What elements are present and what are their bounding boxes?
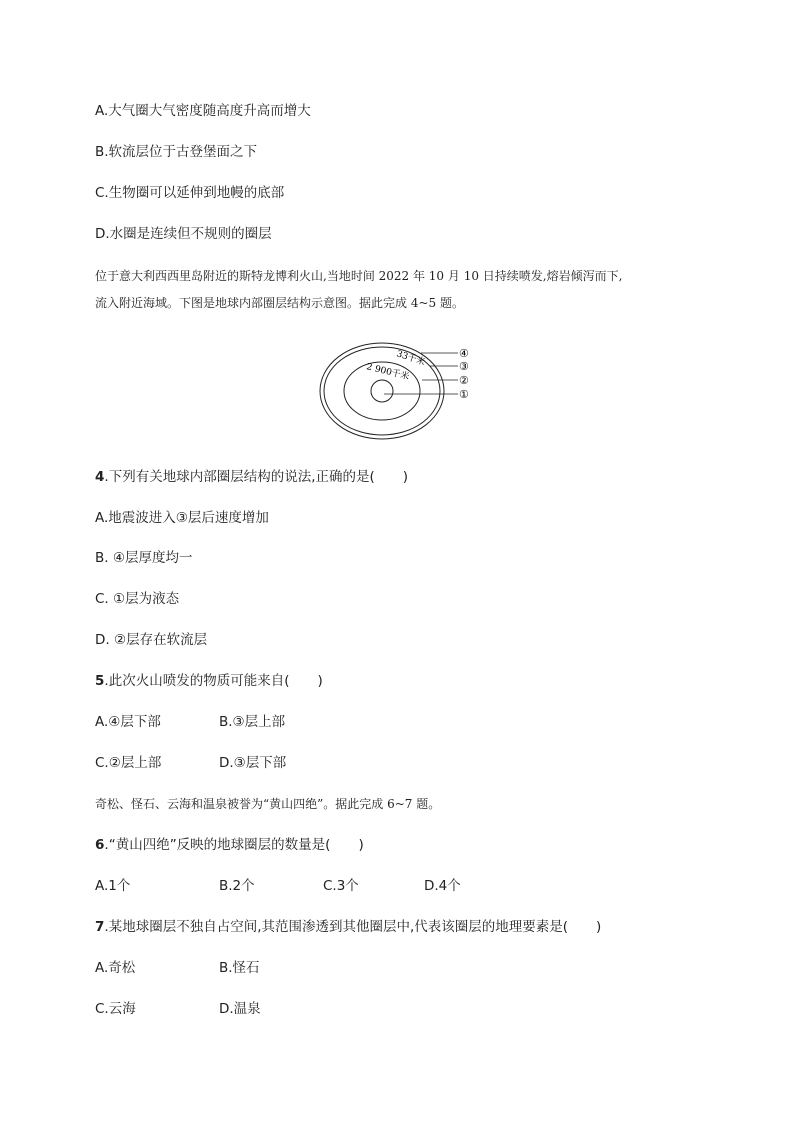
q4-option-a: A.地震波进入③层后速度增加 [95, 510, 269, 526]
question-6-stem [95, 836, 364, 854]
q5-option-d: D.③层下部 [219, 755, 287, 771]
q6-option-a: A.1个 [95, 878, 131, 894]
marker-1: ① [459, 388, 469, 401]
question-4-number: 4 [95, 469, 105, 485]
q4-option-c: C. ①层为液态 [95, 591, 180, 607]
question-6-close: ) [358, 837, 364, 853]
q7-option-a: A.奇松 [95, 960, 136, 976]
option-d-prev: D.水圈是连续但不规则的圈层 [95, 226, 272, 242]
option-a-prev: A.大气圈大气密度随高度升高而增大 [95, 103, 311, 119]
marker-4: ④ [459, 347, 469, 360]
q7-option-d: D.温泉 [219, 1001, 261, 1017]
passage1-line2: 流入附近海域。下图是地球内部圈层结构示意图。据此完成 4~5 题。 [95, 296, 464, 310]
question-6-text: .“黄山四绝”反映的地球圈层的数量是( [104, 837, 331, 853]
option-c-prev: C.生物圈可以延伸到地幔的底部 [95, 185, 285, 201]
label-33km: 33千米 [395, 349, 427, 368]
marker-3: ③ [459, 360, 469, 373]
question-5-stem [95, 672, 323, 690]
option-b-prev: B.软流层位于古登堡面之下 [95, 144, 258, 160]
earth-layers-diagram [318, 336, 488, 442]
question-7-stem [95, 918, 601, 936]
marker-2: ② [459, 374, 469, 387]
question-7-number: 7 [95, 919, 105, 935]
question-7-text: .某地球圈层不独自占空间,其范围渗透到其他圈层中,代表该圈层的地理要素是( [104, 919, 569, 935]
q7-option-c: C.云海 [95, 1001, 136, 1017]
q4-option-d: D. ②层存在软流层 [95, 632, 208, 648]
question-6-number: 6 [95, 837, 105, 853]
q6-option-c: C.3个 [323, 878, 359, 894]
layer-circle-core [371, 380, 393, 402]
question-5-text: .此次火山喷发的物质可能来自( [104, 673, 290, 689]
question-4-stem [95, 468, 408, 486]
question-7-close: ) [596, 919, 602, 935]
question-4-text: .下列有关地球内部圈层结构的说法,正确的是( [104, 469, 375, 485]
q6-option-d: D.4个 [424, 878, 461, 894]
passage2-line1: 奇松、怪石、云海和温泉被誉为“黄山四绝”。据此完成 6~7 题。 [95, 797, 441, 811]
q5-option-b: B.③层上部 [219, 714, 286, 730]
label-2900km: 2 900千米 [365, 362, 411, 383]
passage1-line1: 位于意大利西西里岛附近的斯特龙博利火山,当地时间 2022 年 10 月 10 日持续喷发,熔岩倾泻而下, [95, 269, 623, 283]
question-5-close: ) [317, 673, 323, 689]
question-5-number: 5 [95, 673, 105, 689]
q6-option-b: B.2个 [219, 878, 255, 894]
q5-option-c: C.②层上部 [95, 755, 162, 771]
q7-option-b: B.怪石 [219, 960, 260, 976]
q4-option-b: B. ④层厚度均一 [95, 550, 193, 566]
q5-option-a: A.④层下部 [95, 714, 161, 730]
question-4-close: ) [402, 469, 409, 485]
